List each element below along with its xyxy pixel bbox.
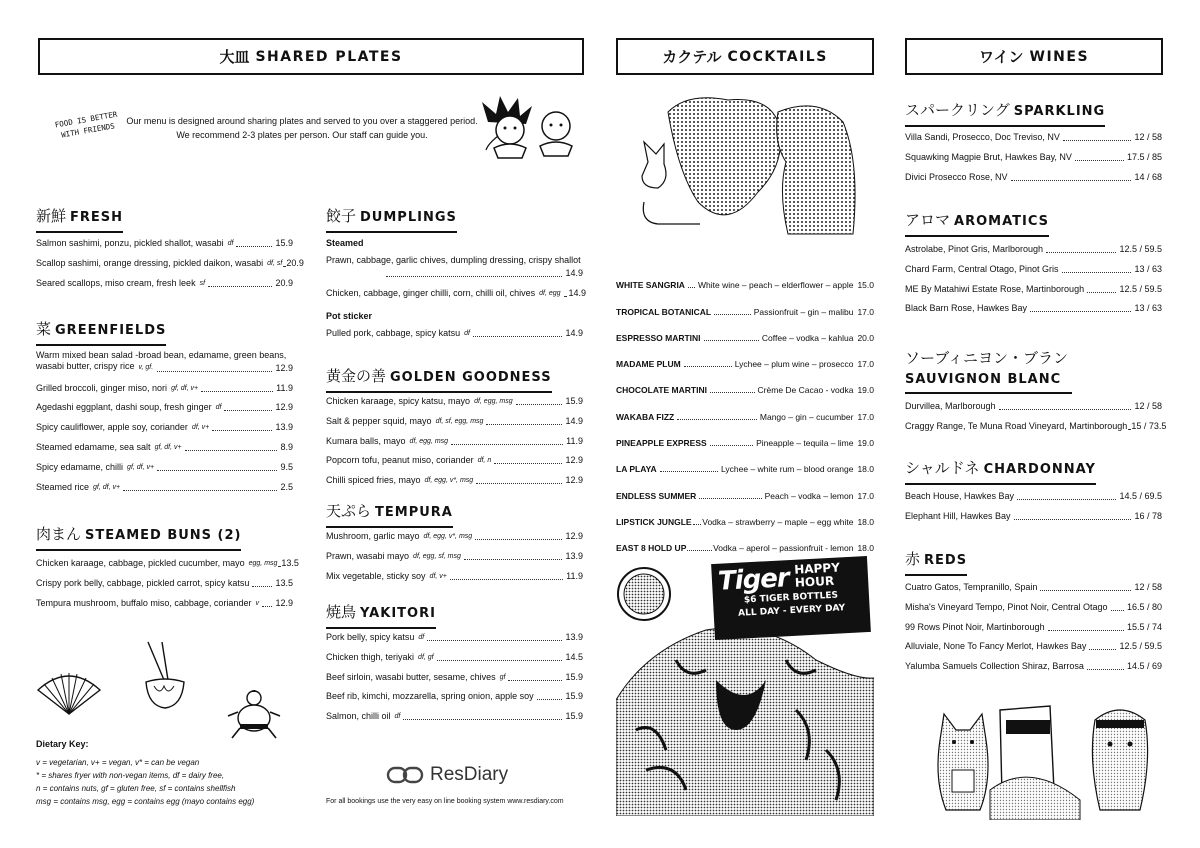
cocktail-item: PINEAPPLE EXPRESS Pineapple – tequila – lime 19.0 (616, 438, 874, 449)
wine-item: Villa Sandi, Prosecco, Doc Treviso, NV 12 / 58 (905, 132, 1162, 142)
dietary-line: * = shares fryer with non-vegan items, df = dairy free, (36, 771, 225, 780)
wine-item: Squawking Magpie Brut, Hawkes Bay, NV 17.5 / 85 (905, 151, 1162, 162)
section-title-sparkling (905, 99, 1105, 120)
dietary-line: n = contains nuts, gf = gluten free, sf = contains shellfish (36, 784, 236, 793)
section-title-sauvignon (905, 347, 1072, 387)
menu-item: Seared scallops, miso cream, fresh leek sf 20.9 (36, 277, 293, 288)
resdiary-link-icon (386, 765, 424, 785)
menu-item: Warm mixed bean salad -broad bean, edamame, green beans, wasabi butter, crispy rice v, gf. (36, 350, 287, 371)
section-title-greenfields (36, 318, 166, 339)
section-title-yakitori (326, 601, 436, 622)
cocktail-item: LIPSTICK JUNGLE Vodka – strawberry – maple – egg white 18.0 (616, 516, 874, 527)
section-title-golden (326, 365, 552, 386)
cocktail-item: TROPICAL BOTANICAL Passionfruit – gin – malibu 17.0 (616, 306, 874, 317)
anime-characters-illustration (478, 92, 584, 164)
dietary-key-title: Dietary Key: (36, 739, 89, 749)
tempura-list (326, 531, 583, 590)
happy-label: HAPPY (793, 560, 841, 577)
menu-item: Chicken karaage, spicy katsu, mayo df, egg, msg 15.9 (326, 396, 583, 406)
section-en: DUMPLINGS (360, 210, 457, 225)
resdiary-logo[interactable] (386, 764, 508, 786)
menu-item: Pulled pork, cabbage, spicy katsu df 14.9 (326, 328, 583, 338)
section-title-buns (36, 523, 241, 544)
header-en: COCKTAILS (727, 48, 828, 65)
menu-item: Agedashi eggplant, dashi soup, fresh ginger df 12.9 (36, 402, 293, 413)
wine-item: Craggy Range, Te Muna Road Vineyard, Martinborough 15 / 73.5 (905, 420, 1167, 431)
section-en: AROMATICS (954, 214, 1049, 229)
section-en: CHARDONNAY (983, 462, 1096, 477)
menu-item: Mix vegetable, sticky soy df, v+ 11.9 (326, 570, 583, 581)
menu-item: Steamed edamame, sea salt gf, df, v+ 8.9 (36, 441, 293, 452)
menu-item: Steamed rice gf, df, v+ 2.5 (36, 481, 293, 492)
section-en: FRESH (70, 210, 124, 225)
menu-item: Prawn, wasabi mayo df, egg, sf, msg 13.9 (326, 550, 583, 561)
header-cocktails (616, 38, 874, 75)
booking-text: For all bookings use the very easy on line booking system www.resdiary.com (326, 798, 564, 805)
resdiary-brand: ResDiary (430, 764, 509, 785)
wine-item: 99 Rows Pinot Noir, Martinborough 15.5 / 74 (905, 621, 1162, 632)
cocktail-item: MADAME PLUM Lychee – plum wine – prosecco 17.0 (616, 359, 874, 370)
sparkling-list (905, 132, 1162, 191)
menu-item: Beef sirloin, wasabi butter, sesame, chives gf 15.9 (326, 671, 583, 682)
menu-item: Prawn, cabbage, garlic chives, dumpling dressing, crispy shallot (326, 255, 581, 265)
header-en: SHARED PLATES (255, 48, 403, 65)
wine-item: Durvillea, Marlborough 12 / 58 (905, 401, 1162, 411)
section-jp: 肉まん (36, 525, 82, 543)
header-en: WINES (1029, 48, 1090, 65)
section-en: SPARKLING (1013, 104, 1106, 119)
section-jp: 新鮮 (36, 207, 67, 225)
tiger-offer: $6 TIGER BOTTLES (743, 590, 839, 606)
menu-item: Salt & pepper squid, mayo df, sf, egg, msg 14.9 (326, 415, 583, 426)
section-en: REDS (924, 553, 968, 568)
section-title-tempura (326, 500, 453, 521)
menu-item: Spicy edamame, chilli gf, df, v+ 9.5 (36, 461, 293, 472)
section-en: GOLDEN GOODNESS (390, 370, 552, 385)
menu-item: 12.9 (154, 363, 293, 374)
yakitori-list (326, 632, 583, 731)
header-shared-plates (38, 38, 584, 75)
cocktail-item: LA PLAYA Lychee – white rum – blood orange 18.0 (616, 464, 874, 475)
section-jp: シャルドネ (905, 459, 980, 477)
menu-item: Chicken thigh, teriyaki df, gf 14.5 (326, 651, 583, 662)
menu-item: Scallop sashimi, orange dressing, pickled daikon, wasabi df, sf 20.9 (36, 257, 304, 268)
section-jp: 赤 (905, 550, 921, 568)
wine-item: Beach House, Hawkes Bay 14.5 / 69.5 (905, 491, 1162, 501)
menu-item: Kumara balls, mayo df, egg, msg 11.9 (326, 435, 583, 446)
intro-line-1: Our menu is designed around sharing plates and served to you over a staggered period. (126, 116, 478, 126)
wine-item: Alluviale, None To Fancy Merlot, Hawkes Bay 12.5 / 59.5 (905, 641, 1162, 652)
wine-item: Astrolabe, Pinot Gris, Marlborough 12.5 / 59.5 (905, 244, 1162, 254)
cocktail-list (616, 264, 874, 553)
reds-list (905, 582, 1162, 681)
cocktail-item: ESPRESSO MARTINI Coffee – vodka – kahlua 20.0 (616, 332, 874, 343)
section-title-reds (905, 548, 967, 569)
tiger-brand: Tiger (717, 563, 790, 597)
header-jp: カクテル (662, 48, 722, 66)
section-jp: 黄金の善 (326, 367, 387, 385)
wine-item: Cuatro Gatos, Tempranillo, Spain 12 / 58 (905, 582, 1162, 592)
cocktail-item: ENDLESS SUMMER Peach – vodka – lemon 17.0 (616, 490, 874, 501)
menu-item: Popcorn tofu, peanut miso, coriander df, n 12.9 (326, 455, 583, 466)
header-wines (905, 38, 1163, 75)
menu-item: Chicken karaage, cabbage, pickled cucumber, mayo egg, msg 13.5 (36, 558, 299, 568)
section-en: YAKITORI (360, 606, 436, 621)
potsticker-label: Pot sticker (326, 311, 373, 321)
section-jp: 菜 (36, 320, 52, 338)
section-title-dumplings (326, 205, 457, 226)
hour-label: HOUR (794, 573, 835, 590)
section-en: SAUVIGNON BLANC (905, 372, 1062, 387)
section-en: STEAMED BUNS (2) (85, 528, 242, 543)
menu-item: Chicken, cabbage, ginger chilli, corn, chilli oil, chives df, egg 14.9 (326, 287, 587, 298)
cocktail-item: CHOCOLATE MARTINI Crème De Cacao - vodka 19.0 (616, 385, 874, 396)
section-jp: 焼鳥 (326, 603, 357, 621)
dumplings-potsticker-list (326, 328, 583, 348)
menu-item: Chilli spiced fries, mayo df, egg, v*, msg 12.9 (326, 475, 583, 486)
cocktail-item: WAKABA FIZZ Mango – gin – cucumber 17.0 (616, 411, 874, 422)
section-en: TEMPURA (375, 505, 453, 520)
wine-item: ME By Matahiwi Estate Rose, Martinborough 12.5 / 59.5 (905, 283, 1162, 294)
section-title-chardonnay (905, 457, 1096, 478)
menu-item: Spicy cauliflower, apple soy, coriander df, v+ 13.9 (36, 422, 293, 433)
menu-item: Crispy pork belly, cabbage, pickled carrot, spicy katsu 13.5 (36, 577, 293, 588)
menu-item: Salmon sashimi, ponzu, pickled shallot, wasabi df 15.9 (36, 238, 293, 248)
menu-item: Grilled broccoli, ginger miso, nori gf, df, v+ 11.9 (36, 382, 293, 393)
menu-item: Pork belly, spicy katsu df 13.9 (326, 632, 583, 642)
cocktail-item: EAST 8 HOLD UP Vodka – aperol – passionfruit - lemon 18.0 (616, 543, 874, 554)
wine-item: Misha's Vineyard Tempo, Pinot Noir, Central Otago 16.5 / 80 (905, 601, 1162, 612)
section-title-aromatics (905, 209, 1049, 230)
wine-item: Chard Farm, Central Otago, Pinot Gris 13 / 63 (905, 263, 1162, 274)
sumo-wrestler-icon (226, 688, 282, 744)
buns-list (36, 558, 299, 617)
menu-item: Tempura mushroom, buffalo miso, cabbage, coriander v 12.9 (36, 597, 293, 608)
wine-item: Black Barn Rose, Hawkes Bay 13 / 63 (905, 303, 1162, 314)
dumplings-steamed-list-cont (326, 268, 587, 308)
fresh-list (36, 238, 304, 297)
header-jp: ワイン (978, 48, 1024, 66)
aromatics-list (905, 244, 1162, 323)
section-jp: ソーブィニヨン・ブラン (905, 349, 1069, 367)
wine-item: Yalumba Samuels Collection Shiraz, Barrosa 14.5 / 69 (905, 661, 1162, 672)
dumplings-steamed-list (326, 255, 583, 268)
section-jp: 餃子 (326, 207, 357, 225)
tiger-happy-hour-badge (711, 556, 871, 640)
chardonnay-list (905, 491, 1162, 531)
tiger-schedule: ALL DAY - EVERY DAY (737, 603, 846, 619)
menu-item: Mushroom, garlic mayo df, egg, v*, msg 12.9 (326, 531, 583, 541)
golden-list (326, 396, 583, 495)
wine-item: Divici Prosecco Rose, NV 14 / 68 (905, 171, 1162, 182)
dietary-line: msg = contains msg, egg = contains egg (mayo contains egg) (36, 797, 255, 806)
menu-item: Beef rib, kimchi, mozzarella, spring onion, apple soy 15.9 (326, 691, 583, 702)
lucky-cat-figures-illustration (930, 700, 1156, 820)
section-jp: アロマ (905, 211, 951, 229)
cocktail-item: WHITE SANGRIA White wine – peach – elderflower – apple 15.0 (616, 280, 874, 291)
section-en: GREENFIELDS (55, 323, 167, 338)
menu-item-cont: 14.9 (326, 268, 583, 279)
cocktail-collage-illustration (628, 92, 860, 242)
header-jp: 大皿 (219, 48, 250, 66)
food-better-scribble: FOOD IS BETTER WITH FRIENDS (54, 109, 118, 140)
folding-fan-icon (36, 668, 102, 716)
intro-text (122, 114, 482, 142)
section-title-fresh (36, 205, 123, 226)
menu-item: Salmon, chilli oil df 15.9 (326, 711, 583, 722)
noodle-bowl-icon (140, 640, 190, 712)
intro-line-2: We recommend 2-3 plates per person. Our staff can guide you. (176, 130, 428, 140)
wine-item: Elephant Hill, Hawkes Bay 16 / 78 (905, 510, 1162, 521)
section-jp: 天ぷら (326, 502, 372, 520)
greenfields-list (36, 350, 293, 501)
dietary-line: v = vegetarian, v+ = vegan, v* = can be vegan (36, 758, 200, 767)
dietary-key (36, 738, 254, 808)
sauvignon-list (905, 401, 1167, 441)
steamed-label: Steamed (326, 238, 364, 248)
section-jp: スパークリング (905, 101, 1010, 119)
